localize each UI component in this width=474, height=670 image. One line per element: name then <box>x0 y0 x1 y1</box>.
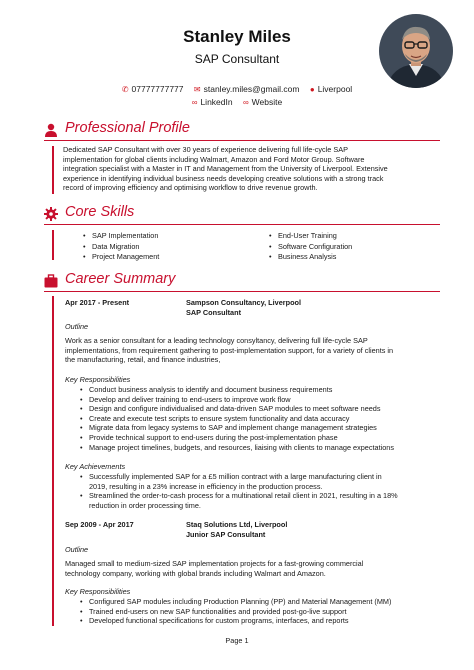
list-item: • Provide technical support to end-users during the post-implementation phase <box>89 433 439 443</box>
job-position: SAP Consultant <box>186 308 242 317</box>
contact-row-1 <box>0 84 474 94</box>
section-title: Core Skills <box>65 204 135 220</box>
job-outline: Managed small to medium-sized SAP implementation projects for a fast-growing commercial technology company, working with global brands including Walmart and Amazon. <box>65 559 364 578</box>
link-icon: ∞ <box>191 98 198 107</box>
skill-item: • Business Analysis <box>278 252 352 263</box>
phone-icon: ✆ <box>121 85 129 94</box>
list-item: • Developed functional specifications for custom programs, interfaces, and reports <box>89 616 439 626</box>
skill-item: • Project Management <box>92 252 159 263</box>
section-bar <box>52 296 54 626</box>
skill-item: • End-User Training <box>278 231 352 242</box>
section-title: Career Summary <box>65 271 176 287</box>
job-company: Sampson Consultancy, Liverpool <box>186 298 302 307</box>
candidate-role: SAP Consultant <box>194 52 280 66</box>
website-link[interactable]: ∞ Website <box>242 97 283 107</box>
profile-photo <box>379 14 453 88</box>
job-outline: Work as a senior consultant for a leading technology consyltancy, delivering full life-cycle SAP implementations, from requirement gathering to post-implementation support, for a variety of clients in the manufacturing, retail, and finance industries, <box>65 336 394 365</box>
responsibilities-label: Key Responsibilities <box>65 375 131 384</box>
responsibilities-list <box>89 385 439 452</box>
location-contact: ● Liverpool <box>309 84 353 94</box>
skills-left-list <box>92 231 159 263</box>
list-item: • Trained end-users on new SAP functionalities and provided post-go-live support <box>89 607 439 617</box>
list-item: • Design and configure individualised and data-driven SAP modules to meet software needs <box>89 404 439 414</box>
skill-item: • Data Migration <box>92 242 159 253</box>
list-item: • Create and execute test scripts to ensure system functionality and data accuracy <box>89 414 439 424</box>
list-item: • Migrate data from legacy systems to SAP and implement change management strategies <box>89 423 439 433</box>
achievements-list <box>89 472 439 510</box>
email-contact[interactable]: ✉ stanley.miles@gmail.com <box>193 84 300 94</box>
list-item: • Configured SAP modules including Production Planning (PP) and Material Management (MM) <box>89 597 439 607</box>
briefcase-icon <box>44 274 58 288</box>
job-dates: Apr 2017 - Present <box>65 298 130 307</box>
skills-right-list <box>278 231 352 263</box>
linkedin-link[interactable]: ∞ LinkedIn <box>191 97 233 107</box>
section-divider <box>44 291 440 292</box>
job-dates: Sep 2009 - Apr 2017 <box>65 520 134 529</box>
section-bar <box>52 230 54 260</box>
list-item: • Develop and deliver training to end-users to improve work flow <box>89 395 439 405</box>
list-item: • Streamlined the order-to-cash process for a multinational retail client in 2021, resulting in a 18% reduction in order processing time. <box>89 491 439 510</box>
outline-label: Outline <box>65 545 89 554</box>
section-divider <box>44 224 440 225</box>
job-position: Junior SAP Consultant <box>186 530 266 539</box>
responsibilities-label: Key Responsibilities <box>65 587 131 596</box>
section-divider <box>44 140 440 141</box>
list-item: • Conduct business analysis to identify and document business requirements <box>89 385 439 395</box>
skill-item: • Software Configuration <box>278 242 352 253</box>
candidate-name: Stanley Miles <box>183 27 291 46</box>
email-icon: ✉ <box>193 85 201 94</box>
gear-icon <box>44 207 58 221</box>
achievements-label: Key Achievements <box>65 462 126 471</box>
person-icon <box>44 123 58 137</box>
profile-summary: Dedicated SAP Consultant with over 30 years of experience delivering full life-cycle SAP implementation for global clients including Walmart, Amazon and Ford Motor Group. Software integration specialist with a Master in IT and Management from the University of Liverpool. Extensive experience in identifying individual business needs developing creative solutions with a strong track record of improving efficiency and optimising workflow to drive revenue growth. <box>63 145 388 193</box>
contact-row-2 <box>0 97 474 107</box>
list-item: • Manage project timelines, budgets, and resources, liaising with clients to manage expectations <box>89 443 439 453</box>
list-item: • Successfully implemented SAP for a £5 million contract with a large manufacturing client in 2019, resulting in a 23% increase in efficiency in the production process. <box>89 472 439 491</box>
section-bar <box>52 146 54 194</box>
phone-contact[interactable]: ✆ 07777777777 <box>121 84 184 94</box>
outline-label: Outline <box>65 322 89 331</box>
link-icon: ∞ <box>242 98 249 107</box>
skill-item: • SAP Implementation <box>92 231 159 242</box>
job-company: Staq Solutions Ltd, Liverpool <box>186 520 288 529</box>
page-number: Page 1 <box>225 636 249 645</box>
responsibilities-list <box>89 597 439 626</box>
globe-icon: ● <box>309 85 315 94</box>
section-title: Professional Profile <box>65 120 190 136</box>
